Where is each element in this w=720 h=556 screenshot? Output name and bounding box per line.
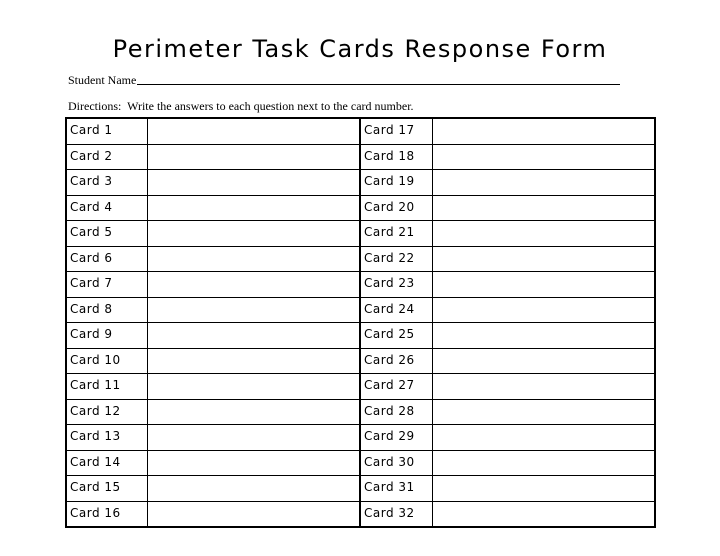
card-label: Card 18	[360, 144, 432, 170]
table-row	[66, 272, 655, 298]
answer-cell[interactable]	[432, 501, 655, 527]
card-label: Card 15	[66, 476, 147, 502]
card-label: Card 12	[66, 399, 147, 425]
card-label: Card 8	[66, 297, 147, 323]
card-label: Card 27	[360, 374, 432, 400]
table-row	[66, 374, 655, 400]
table-row	[66, 170, 655, 196]
answer-cell[interactable]	[147, 272, 360, 298]
table-row	[66, 144, 655, 170]
table-row	[66, 425, 655, 451]
card-label: Card 17	[360, 118, 432, 144]
answer-cell[interactable]	[432, 348, 655, 374]
answer-cell[interactable]	[147, 425, 360, 451]
card-label: Card 19	[360, 170, 432, 196]
student-name-row	[68, 71, 620, 87]
answer-cell[interactable]	[432, 246, 655, 272]
answer-cell[interactable]	[432, 425, 655, 451]
card-label: Card 16	[66, 501, 147, 527]
card-label: Card 11	[66, 374, 147, 400]
answer-cell[interactable]	[147, 118, 360, 144]
answer-cell[interactable]	[147, 246, 360, 272]
answer-cell[interactable]	[147, 297, 360, 323]
answer-cell[interactable]	[147, 195, 360, 221]
card-label: Card 10	[66, 348, 147, 374]
card-label: Card 25	[360, 323, 432, 349]
card-label: Card 24	[360, 297, 432, 323]
answer-cell[interactable]	[432, 195, 655, 221]
table-row	[66, 450, 655, 476]
answer-cell[interactable]	[432, 170, 655, 196]
table-row	[66, 221, 655, 247]
table-row	[66, 195, 655, 221]
card-label: Card 3	[66, 170, 147, 196]
answer-cell[interactable]	[432, 144, 655, 170]
student-name-field[interactable]	[137, 74, 620, 85]
card-label: Card 1	[66, 118, 147, 144]
card-label: Card 26	[360, 348, 432, 374]
card-label: Card 13	[66, 425, 147, 451]
table-row	[66, 399, 655, 425]
answer-cell[interactable]	[147, 450, 360, 476]
table-row	[66, 348, 655, 374]
card-label: Card 31	[360, 476, 432, 502]
table-row	[66, 297, 655, 323]
answer-cell[interactable]	[147, 374, 360, 400]
answer-cell[interactable]	[432, 272, 655, 298]
answer-cell[interactable]	[432, 450, 655, 476]
table-row	[66, 501, 655, 527]
table-row	[66, 323, 655, 349]
answer-cell[interactable]	[432, 297, 655, 323]
card-label: Card 22	[360, 246, 432, 272]
answer-cell[interactable]	[147, 476, 360, 502]
card-label: Card 32	[360, 501, 432, 527]
answer-cell[interactable]	[147, 501, 360, 527]
answer-cell[interactable]	[432, 399, 655, 425]
card-label: Card 28	[360, 399, 432, 425]
answer-cell[interactable]	[147, 221, 360, 247]
answer-table	[65, 117, 656, 528]
card-label: Card 30	[360, 450, 432, 476]
table-row	[66, 118, 655, 144]
card-label: Card 7	[66, 272, 147, 298]
card-label: Card 20	[360, 195, 432, 221]
card-label: Card 23	[360, 272, 432, 298]
directions-text: Directions: Write the answers to each question next to the card number.	[68, 99, 414, 113]
answer-cell[interactable]	[432, 323, 655, 349]
card-label: Card 21	[360, 221, 432, 247]
answer-cell[interactable]	[432, 374, 655, 400]
card-label: Card 2	[66, 144, 147, 170]
page-title: Perimeter Task Cards Response Form	[112, 35, 608, 63]
card-label: Card 9	[66, 323, 147, 349]
student-name-label: Student Name	[68, 73, 137, 87]
answer-cell[interactable]	[432, 221, 655, 247]
table-row	[66, 476, 655, 502]
answer-cell[interactable]	[147, 170, 360, 196]
card-label: Card 5	[66, 221, 147, 247]
answer-cell[interactable]	[147, 399, 360, 425]
table-row	[66, 246, 655, 272]
card-label: Card 6	[66, 246, 147, 272]
card-label: Card 29	[360, 425, 432, 451]
answer-cell[interactable]	[432, 118, 655, 144]
answer-cell[interactable]	[147, 348, 360, 374]
card-label: Card 14	[66, 450, 147, 476]
answer-cell[interactable]	[147, 144, 360, 170]
answer-cell[interactable]	[147, 323, 360, 349]
answer-cell[interactable]	[432, 476, 655, 502]
card-label: Card 4	[66, 195, 147, 221]
